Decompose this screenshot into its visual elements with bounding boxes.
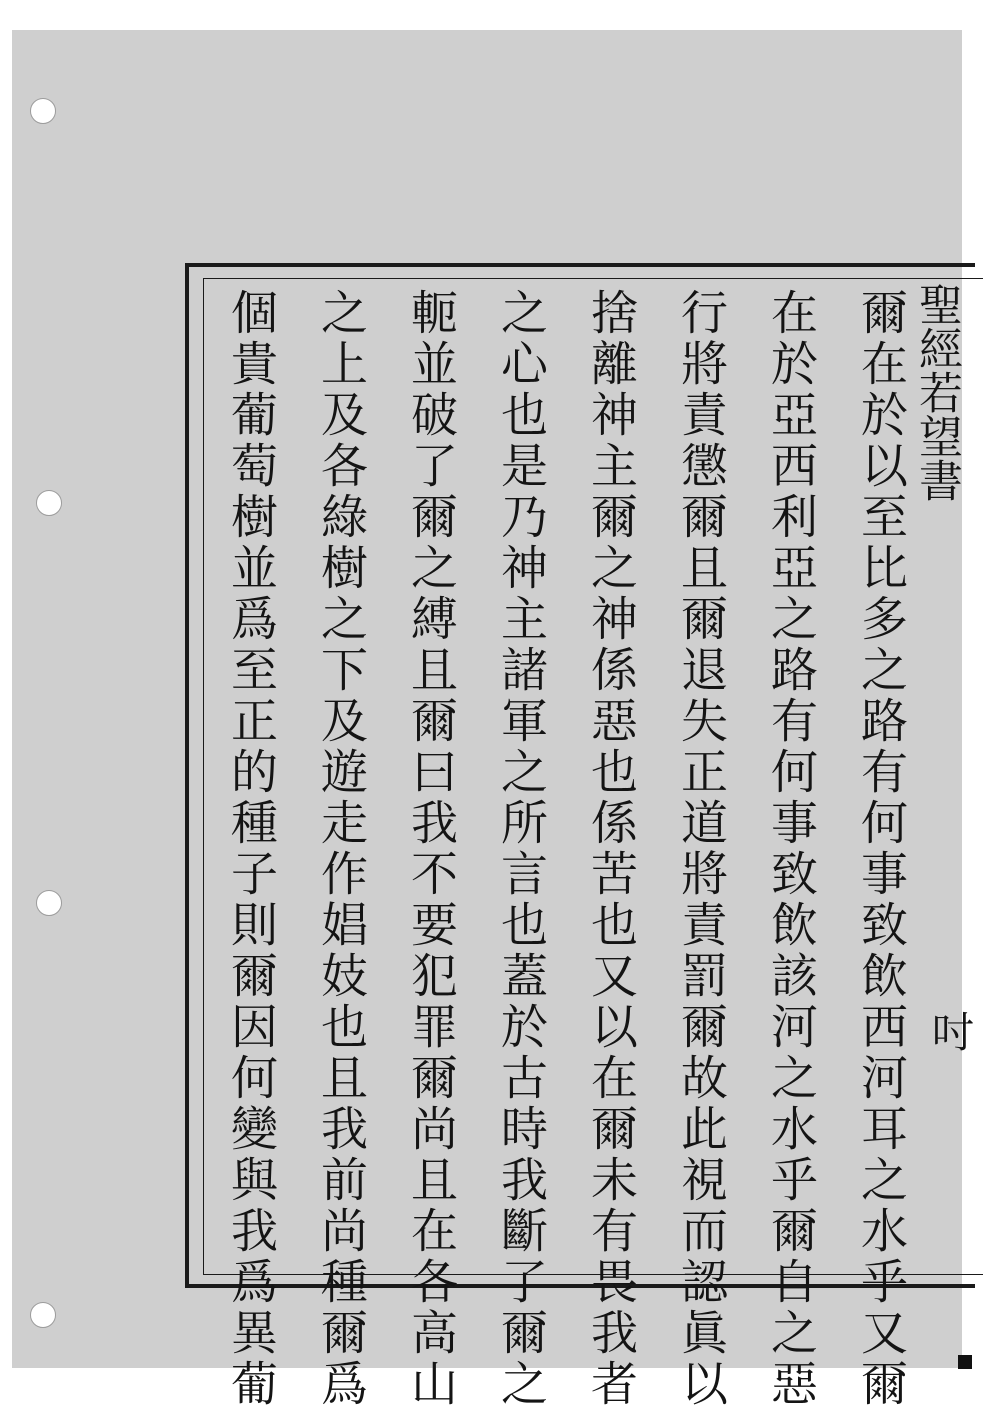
text-column-5: 之心也是乃神主諸軍之所言也蓋於古時我斷了爾之 <box>493 288 548 1410</box>
text-column-8: 個貴葡萄樹並爲至正的種子則爾因何變與我爲異葡 <box>223 288 278 1410</box>
text-column-3: 行將責懲爾且爾退失正道將責罰爾故此視而認眞以 <box>673 288 728 1410</box>
punch-hole-1 <box>30 98 56 124</box>
text-column-4: 捨離神主爾之神係惡也係苦也又以在爾未有畏我者 <box>583 288 638 1410</box>
punch-hole-2 <box>36 490 62 516</box>
text-column-1: 爾在於以至比多之路有何事致飲西河耳之水乎又爾 <box>853 288 908 1410</box>
text-column-7: 之上及各綠樹之下及遊走作娼妓也且我前尚種爾爲 <box>313 288 368 1410</box>
text-column-2: 在於亞西利亞之路有何事致飲該河之水乎爾自之惡 <box>763 288 818 1410</box>
punch-hole-3 <box>36 890 62 916</box>
text-columns <box>220 288 910 1410</box>
text-column-6: 軛並破了爾之縛且爾曰我不要犯罪爾尚且在各高山 <box>403 288 458 1410</box>
margin-char: 吋 <box>932 1008 975 1057</box>
punch-hole-4 <box>30 1302 56 1328</box>
corner-mark <box>958 1355 972 1369</box>
page-header-title: 聖經若望書 <box>911 282 962 502</box>
